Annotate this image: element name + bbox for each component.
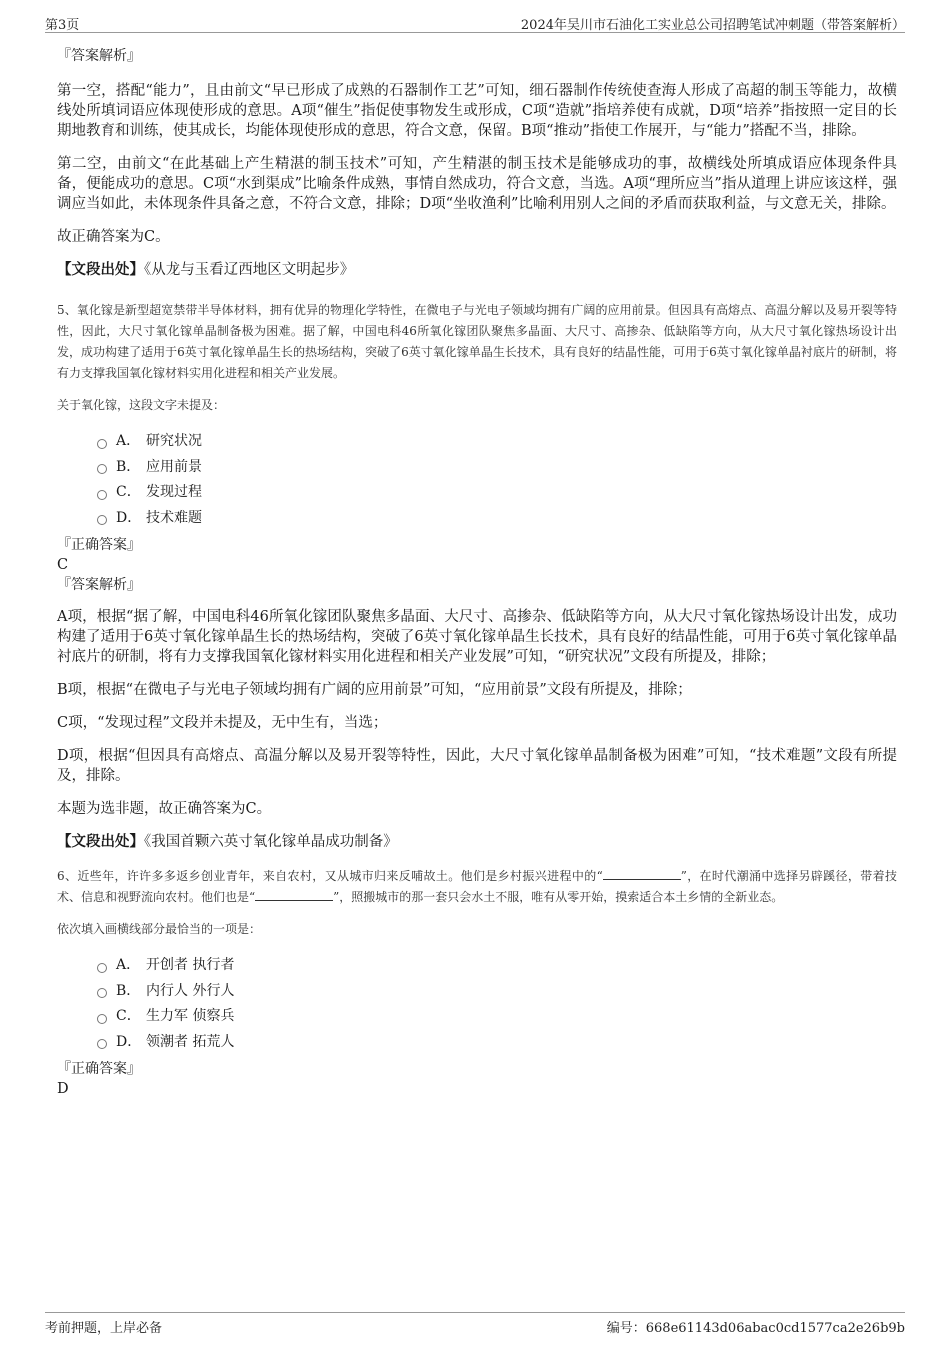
document-title: 2024年吴川市石油化工实业总公司招聘笔试冲刺题（带答案解析）: [520, 18, 905, 33]
question-prompt: 关于氧化镓，这段文字未提及：: [57, 398, 226, 412]
footer-slogan: 考前押题，上岸必备: [45, 1321, 163, 1336]
document-id: 编号：668e61143d06abac0cd1577ca2e26b9b: [606, 1321, 905, 1336]
source-line: [57, 832, 897, 852]
radio-icon[interactable]: [97, 963, 107, 973]
analysis-paragraph: A项，根据“据了解，中国电科46所氧化镓团队聚焦多晶面、大尺寸、高掺杂、低缺陷等方向，从大尺寸氧化镓热场设计出发，成功构建了适用于6英寸氧化镓单晶生长的热场结构，突破了6英寸氧化镓单晶生长技术，具有良好的结晶性能，可用于6英寸氧化镓单晶衬底片的研制，将有力支撑我国氧化镓材料实用化进程和相关产业发展”可知，“研究状况”文段有所提及，排除；: [57, 609, 897, 665]
source-title: 《我国首颗六英寸氧化镓单晶成功制备》: [144, 834, 398, 850]
option-b[interactable]: B． 应用前景: [97, 455, 897, 481]
answer-label: 『正确答案』: [57, 537, 141, 553]
source-label: 【文段出处】: [57, 261, 144, 278]
option-list: [57, 953, 897, 1055]
option-a[interactable]: A． 研究状况: [97, 429, 897, 455]
page-footer: [45, 1312, 905, 1335]
question-prompt: 依次填入画横线部分最恰当的一项是：: [57, 922, 262, 936]
question-passage: 6、近些年，许许多多返乡创业青年，来自农村，又从城市归来反哺故土。他们是乡村振兴进程中的“ ”，在时代潮涌中选择另辟蹊径，带着技术、信息和视野流向农村。他们也是“ ”，照搬城市的那一套只会水土不服，唯有从零开始，摸索适合本土乡情的全新业态。: [57, 869, 897, 904]
source-title: 《从龙与玉看辽西地区文明起步》: [144, 262, 355, 278]
analysis-label: 『答案解析』: [57, 48, 141, 64]
option-d[interactable]: D． 领潮者 拓荒人: [97, 1030, 897, 1056]
radio-icon[interactable]: [97, 490, 107, 500]
page-number: 第3页: [45, 18, 80, 33]
fill-blank-1: [603, 867, 681, 880]
correct-answer: D: [57, 1081, 69, 1097]
question-passage: 5、氧化镓是新型超宽禁带半导体材料，拥有优异的物理化学特性，在微电子与光电子领域均拥有广阔的应用前景。但因具有高熔点、高温分解以及易开裂等特性，因此，大尺寸氧化镓单晶制备极为困难。据了解，中国电科46所氧化镓团队聚焦多晶面、大尺寸、高掺杂、低缺陷等方向，从大尺寸氧化镓热场设计出发，成功构建了适用于6英寸氧化镓单晶生长的热场结构，突破了6英寸氧化镓单晶生长技术，具有良好的结晶性能，可用于6英寸氧化镓单晶衬底片的研制，将有力支撑我国氧化镓材料实用化进程和相关产业发展。: [57, 303, 897, 380]
radio-icon[interactable]: [97, 439, 107, 449]
option-a[interactable]: A． 开创者 执行者: [97, 953, 897, 979]
fill-blank-2: [255, 888, 333, 901]
page-header: [45, 12, 905, 33]
analysis-paragraph: B项，根据“在微电子与光电子领域均拥有广阔的应用前景”可知，“应用前景”文段有所提及，排除；: [57, 682, 692, 698]
radio-icon[interactable]: [97, 1014, 107, 1024]
radio-icon[interactable]: [97, 988, 107, 998]
option-list: [57, 429, 897, 531]
option-d[interactable]: D． 技术难题: [97, 506, 897, 532]
option-b[interactable]: B． 内行人 外行人: [97, 979, 897, 1005]
analysis-paragraph: 第一空，搭配“能力”，且由前文“早已形成了成熟的石器制作工艺”可知，细石器制作传统使查海人形成了高超的制玉等能力，故横线处所填词语应体现使形成的意思。A项“催生”指促使事物发生或形成，C项“造就”指培养使有成就，D项“培养”指按照一定目的长期地教育和训练，使其成长，均能体现使形成的意思，符合文意，保留。B项“推动”指使工作展开，与“能力”搭配不当，排除。: [57, 83, 897, 139]
answer-label: 『正确答案』: [57, 1061, 141, 1077]
source-line: [57, 260, 897, 280]
page-content: [57, 44, 897, 1099]
option-c[interactable]: C． 发现过程: [97, 480, 897, 506]
conclusion-text: 故正确答案为C。: [57, 229, 170, 245]
analysis-paragraph: D项，根据“但因具有高熔点、高温分解以及易开裂等特性，因此，大尺寸氧化镓单晶制备极为困难”可知，“技术难题”文段有所提及，排除。: [57, 748, 897, 784]
source-label: 【文段出处】: [57, 833, 144, 850]
conclusion-text: 本题为选非题，故正确答案为C。: [57, 801, 272, 817]
radio-icon[interactable]: [97, 1039, 107, 1049]
analysis-paragraph: 第二空，由前文“在此基础上产生精湛的制玉技术”可知，产生精湛的制玉技术是能够成功的事，故横线处所填成语应体现条件具备，便能成功的意思。C项“水到渠成”比喻条件成熟，事情自然成功，符合文意，当选。A项“理所应当”指从道理上讲应该这样，强调应当如此，未体现条件具备之意，不符合文意，排除；D项“坐收渔利”比喻利用别人之间的矛盾而获取利益，与文意无关，排除。: [57, 156, 897, 212]
option-c[interactable]: C． 生力军 侦察兵: [97, 1004, 897, 1030]
analysis-paragraph: C项，“发现过程”文段并未提及，无中生有，当选；: [57, 715, 388, 731]
radio-icon[interactable]: [97, 515, 107, 525]
correct-answer: C: [57, 557, 69, 573]
radio-icon[interactable]: [97, 464, 107, 474]
analysis-label: 『答案解析』: [57, 577, 141, 593]
